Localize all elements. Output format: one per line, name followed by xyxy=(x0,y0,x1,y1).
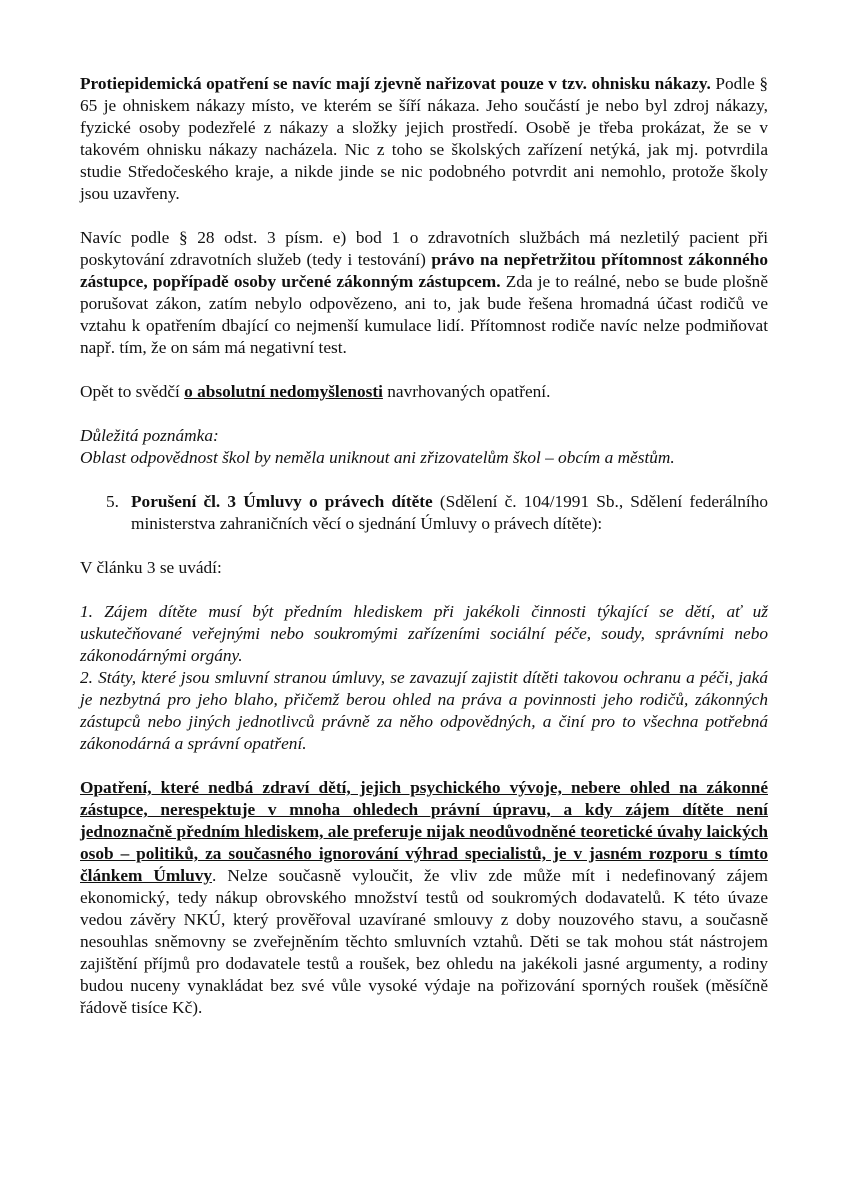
conclusion-text-1: Opět to svědčí xyxy=(80,382,185,401)
note-text: Oblast odpovědnost škol by neměla uniknout ani zřizovatelům škol – obcím a městům. xyxy=(80,448,675,467)
list-number: 5. xyxy=(106,492,119,511)
guardian-text-2: Zda je to reálné, nebo se bude plošně porušovat zákon, zatím nebylo odpovězeno, ani to, jak bude řešena hromadná účast rodičů ve vztahu k opatřením dbající co nejmenší kumulace lidí. Přítomnost rodiče navíc nelze podmiňovat např. tím, že on sám má negativní test. xyxy=(80,272,768,357)
quote-clause-1: 1. Zájem dítěte musí být předním hlediskem při jakékoli činnosti týkající se dětí, ať už uskutečňované veřejnými nebo soukromými zařízeními sociální péče, soudy, správními nebo zákonodárnými orgány. xyxy=(80,602,768,665)
list-text xyxy=(131,491,768,535)
guardian-text-1: Navíc podle § 28 odst. 3 písm. e) bod 1 o zdravotních službách má nezletilý pacient při poskytování zdravotních služeb (tedy i testování) xyxy=(80,228,768,269)
violation-text: . Nelze současně vyloučit, že vliv zde může mít i nedefinovaný zájem ekonomický, tedy nákup obrovského množství testů od soukromých dodavatelů. K této úvaze vedou závěry NKÚ, který prověřoval uzavírané smlouvy z doby nouzového stavu, a současně nesouhlas sněmovny se zveřejněním těchto smluvních vztahů. Děti se tak mohou stát nástrojem zajištění příjmů pro dodavatele testů a roušek, bez ohledu na jakékoli jasné argumenty, a rodiny budou nuceny vynakládat bez své vůle vysoké výdaje na pořizování sporných roušek (měsíčně řádově tisíce Kč). xyxy=(80,866,768,1017)
list-item-5 xyxy=(106,491,768,535)
list-heading: Porušení čl. 3 Úmluvy o právech dítěte xyxy=(131,492,433,511)
paragraph-outbreak xyxy=(80,73,768,205)
guardian-emphasis: právo na nepřetržitou přítomnost zákonného zástupce, popřípadě osoby určené zákonným zástupcem. xyxy=(80,250,768,291)
list-body: (Sdělení č. 104/1991 Sb., Sdělení federálního ministerstva zahraničních věcí o sjednání Úmluvy o právech dítěte): xyxy=(131,492,768,533)
violation-emphasis: Opatření, které nedbá zdraví dětí, jejich psychického vývoje, nebere ohled na zákonné zástupce, nerespektuje v mnoha ohledech právní úpravu, a kdy zájem dítěte není jednoznačně předním hlediskem, ale preferuje nijak neodůvodněné teoretické úvahy laických osob – politiků, za současného ignorování výhrad specialistů, je v jasném rozporu s tímto článkem Úmluvy xyxy=(80,778,768,885)
paragraph-article-intro: V článku 3 se uvádí: xyxy=(80,558,222,577)
document-page xyxy=(80,73,768,1019)
outbreak-text: Podle § 65 je ohniskem nákazy místo, ve kterém se šíří nákaza. Jeho součástí je nebo byl zdroj nákazy, fyzické osoby podezřelé z nákazy a složky jejich prostředí. Osobě je třeba prokázat, že se v takovém ohnisku nákazy nacházela. Nic z toho se školských zařízení netýká, jak mj. potvrdila studie Středočeského kraje, a nikde jinde se nic podobného potvrdit ani nemohlo, protože školy jsou uzavřeny. xyxy=(80,74,768,203)
conclusion-text-2: navrhovaných opatření. xyxy=(382,382,551,401)
note-title: Důležitá poznámka: xyxy=(80,426,219,445)
paragraph-guardian xyxy=(80,227,768,359)
paragraph-violation xyxy=(80,777,768,1019)
paragraph-conclusion xyxy=(80,381,768,403)
conclusion-emphasis: o absolutní nedomyšlenosti xyxy=(184,382,383,401)
outbreak-emphasis: Protiepidemická opatření se navíc mají zjevně nařizovat pouze v tzv. ohnisku nákazy. xyxy=(80,74,711,93)
quote-clause-2: 2. Státy, které jsou smluvní stranou úmluvy, se zavazují zajistit dítěti takovou ochranu a péči, jaká je nezbytná pro jeho blaho, přičemž berou ohled na práva a povinnosti jeho rodičů, zákonných zástupců nebo jiných jednotlivců právně za něho odpovědných, a činí pro to všechna potřebná zákonodárná a správní opatření. xyxy=(80,668,768,753)
